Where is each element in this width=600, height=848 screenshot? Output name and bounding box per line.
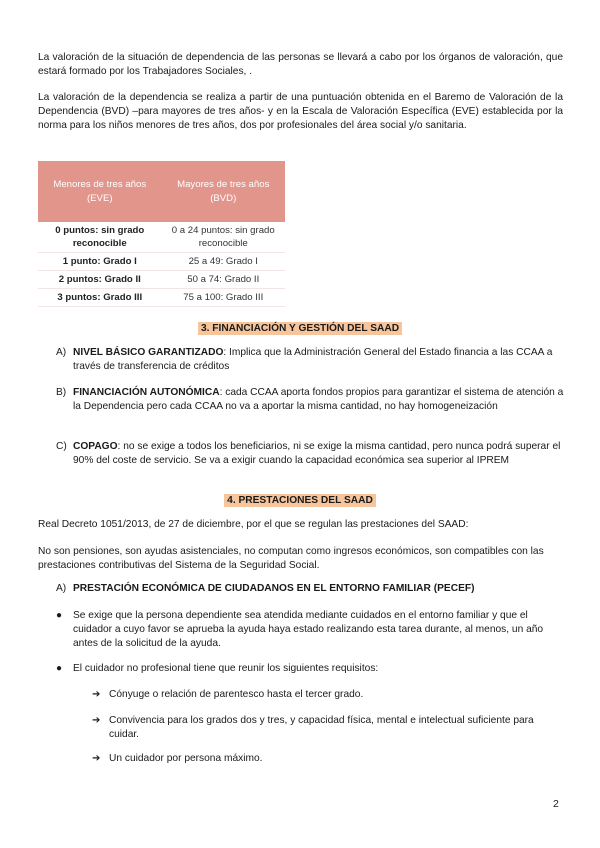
item-title: FINANCIACIÓN AUTONÓMICA [73, 387, 220, 398]
table-cell: 75 a 100: Grado III [162, 289, 286, 307]
item-marker: A) [56, 347, 67, 358]
table-row [38, 271, 285, 289]
requirement-text: Convivencia para los grados dos y tres, y capacidad física, mental e intelectual suficiente para cuidar. [109, 715, 534, 740]
subheading-title: PRESTACIÓN ECONÓMICA DE CIUDADANOS EN EL ENTORNO FAMILIAR (PECEF) [73, 583, 475, 594]
grades-table [38, 161, 285, 307]
arrow-icon: ➔ [92, 689, 101, 700]
bullet-icon: ● [56, 610, 63, 621]
table-cell: 0 puntos: sin grado reconocible [38, 222, 162, 253]
requirement-item [92, 714, 562, 742]
table-cell: 50 a 74: Grado II [162, 271, 286, 289]
item-marker: A) [56, 583, 67, 594]
table-cell: 0 a 24 puntos: sin grado reconocible [162, 222, 286, 253]
table-row [38, 289, 285, 307]
requirement-text: Un cuidador por persona máximo. [109, 753, 263, 764]
section-4-heading: 4. PRESTACIONES DEL SAAD [0, 494, 600, 508]
table-cell: 25 a 49: Grado I [162, 253, 286, 271]
financing-item-c [56, 440, 566, 468]
item-text: : Implica que la Administración General del Estado financia a las CCAA a través de transferencia de créditos [73, 347, 553, 372]
decree-paragraph: Real Decreto 1051/2013, de 27 de diciembre, por el que se regulan las prestaciones del SAAD: [38, 519, 469, 530]
bullet-text: Se exige que la persona dependiente sea atendida mediante cuidados en el entorno familiar y que el cuidador a cuyo favor se aprueba la ayuda haya estado realizando esta tarea durante, al menos, un año antes de la solicitud de la ayuda. [73, 610, 544, 649]
section-3-heading: 3. FINANCIACIÓN Y GESTIÓN DEL SAAD [0, 322, 600, 336]
arrow-icon: ➔ [92, 715, 101, 726]
requirement-item [92, 752, 562, 766]
table-cell: 3 puntos: Grado III [38, 289, 162, 307]
item-title: NIVEL BÁSICO GARANTIZADO [73, 347, 224, 358]
item-text: : no se exige a todos los beneficiarios, ni se exige la misma cantidad, pero nunca podrá superar el 90% del coste de servicio. Se va a exigir cuando la capacidad económica sea superior al IPREM [73, 441, 561, 466]
table-row [38, 253, 285, 271]
bullet-icon: ● [56, 663, 63, 674]
requirement-text: Cónyuge o relación de parentesco hasta el tercer grado. [109, 689, 364, 700]
item-text: : cada CCAA aporta fondos propios para garantizar el sistema de atención a la Dependencia pero cada CCAA no va a aportar la misma cantidad, no hay homogeneización [73, 387, 564, 412]
intro-paragraph-2: La valoración de la dependencia se realiza a partir de una puntuación obtenida en el Baremo de Valoración de la Dependencia (BVD) –para mayores de tres años- y en la Escala de Valoración Específica (EVE) establecida por la norma para los niños menores de tres años, dos por profesionales del área social y/o sanitaria. [38, 92, 563, 131]
list-item [56, 609, 566, 651]
page-number: 2 [553, 798, 559, 810]
intro-paragraph-1: La valoración de la situación de dependencia de las personas se llevará a cabo por los órganos de valoración, que estará formado por los Trabajadores Sociales, . [38, 52, 563, 77]
pecef-subheading [56, 582, 566, 596]
arrow-icon: ➔ [92, 753, 101, 764]
item-marker: B) [56, 387, 67, 398]
financing-item-b [56, 386, 566, 414]
table-row [38, 222, 285, 253]
list-item [56, 662, 566, 676]
item-title: COPAGO [73, 441, 118, 452]
table-header-eve: Menores de tres años (EVE) [38, 161, 162, 222]
item-marker: C) [56, 441, 67, 452]
financing-item-a [56, 346, 566, 374]
pensions-paragraph: No son pensiones, son ayudas asistenciales, no computan como ingresos económicos, son compatibles con las prestaciones contributivas del Sistema de la Seguridad Social. [38, 546, 544, 571]
table-cell: 2 puntos: Grado II [38, 271, 162, 289]
table-cell: 1 punto: Grado I [38, 253, 162, 271]
table-header-bvd: Mayores de tres años (BVD) [162, 161, 286, 222]
requirement-item [92, 688, 562, 702]
bullet-text: El cuidador no profesional tiene que reunir los siguientes requisitos: [73, 663, 379, 674]
